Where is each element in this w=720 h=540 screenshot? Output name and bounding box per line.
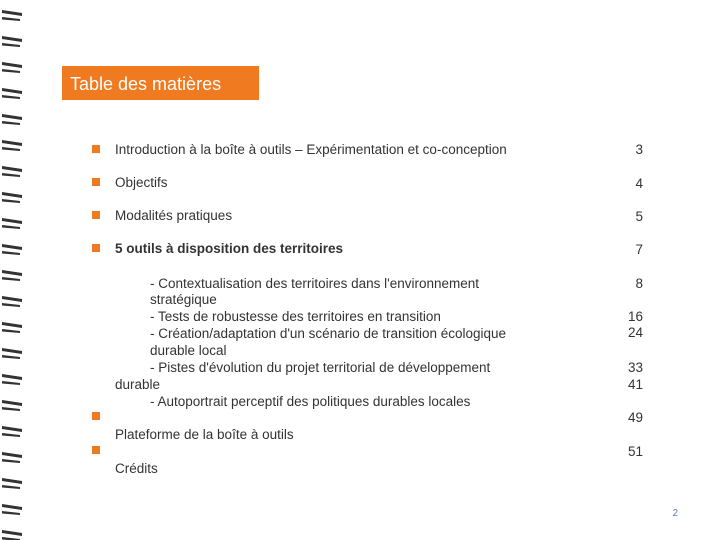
toc-item-page: 4	[635, 176, 643, 191]
binding-ring	[2, 140, 22, 151]
binding-ring	[2, 218, 22, 229]
binding-ring	[2, 478, 22, 489]
binding-ring	[2, 270, 22, 281]
binding-ring	[2, 244, 22, 255]
binding-ring	[2, 192, 22, 203]
toc-item-page: 51	[627, 444, 643, 459]
toc-subitem-page: 16	[627, 309, 643, 324]
slide-number: 2	[672, 508, 678, 519]
binding-ring	[2, 296, 22, 307]
bullet-icon	[92, 244, 100, 252]
toc-subitem-label[interactable]: - Création/adaptation d'un scénario de transition écologique	[150, 326, 507, 341]
toc-item-label[interactable]: Plateforme de la boîte à outils	[115, 427, 294, 442]
binding-ring	[2, 504, 22, 515]
toc-subitem-page: 8	[635, 276, 643, 291]
binding-ring	[2, 426, 22, 437]
binding-ring	[2, 400, 22, 411]
toc-item-label[interactable]: Introduction à la boîte à outils – Expérimentation et co-conception	[115, 142, 507, 157]
binding-ring	[2, 36, 22, 47]
spiral-binding	[0, 0, 30, 540]
bullet-icon	[92, 412, 100, 420]
toc-item-page: 5	[635, 209, 643, 224]
toc-subitem-label: stratégique	[150, 292, 217, 307]
toc-subitem-label[interactable]: - Autoportrait perceptif des politiques durables locales	[150, 394, 471, 409]
binding-ring	[2, 114, 22, 125]
toc-item-page: 7	[635, 242, 643, 257]
toc-subitem-label[interactable]: - Pistes d'évolution du projet territorial de développement	[150, 360, 491, 375]
binding-ring	[2, 88, 22, 99]
toc-item-label[interactable]: Modalités pratiques	[115, 208, 233, 223]
toc-item-page: 3	[635, 142, 643, 157]
toc-item-label[interactable]: Objectifs	[115, 175, 168, 190]
binding-ring	[2, 452, 22, 463]
page-title: Table des matières	[62, 66, 259, 100]
bullet-icon	[92, 178, 100, 186]
toc-subitem-label: durable local	[150, 343, 227, 358]
binding-ring	[2, 10, 22, 21]
binding-ring	[2, 530, 22, 540]
toc-subitem-label[interactable]: - Contextualisation des territoires dans l'environnement	[150, 276, 479, 291]
toc-subitem-page: 41	[627, 377, 643, 392]
toc-subitem-label[interactable]: - Tests de robustesse des territoires en transition	[150, 309, 441, 324]
binding-ring	[2, 322, 22, 333]
toc-item-page: 49	[627, 410, 643, 425]
binding-ring	[2, 348, 22, 359]
toc-item-label[interactable]: 5 outils à disposition des territoires	[115, 241, 344, 256]
binding-ring	[2, 374, 22, 385]
bullet-icon	[92, 211, 100, 219]
bullet-icon	[92, 446, 100, 454]
toc-subitem-page: 33	[627, 360, 643, 375]
binding-ring	[2, 166, 22, 177]
toc-subitem-page: 24	[627, 325, 643, 340]
bullet-icon	[92, 145, 100, 153]
toc-item-label[interactable]: Crédits	[115, 461, 158, 476]
toc-subitem-label: durable	[115, 377, 161, 392]
binding-ring	[2, 62, 22, 73]
